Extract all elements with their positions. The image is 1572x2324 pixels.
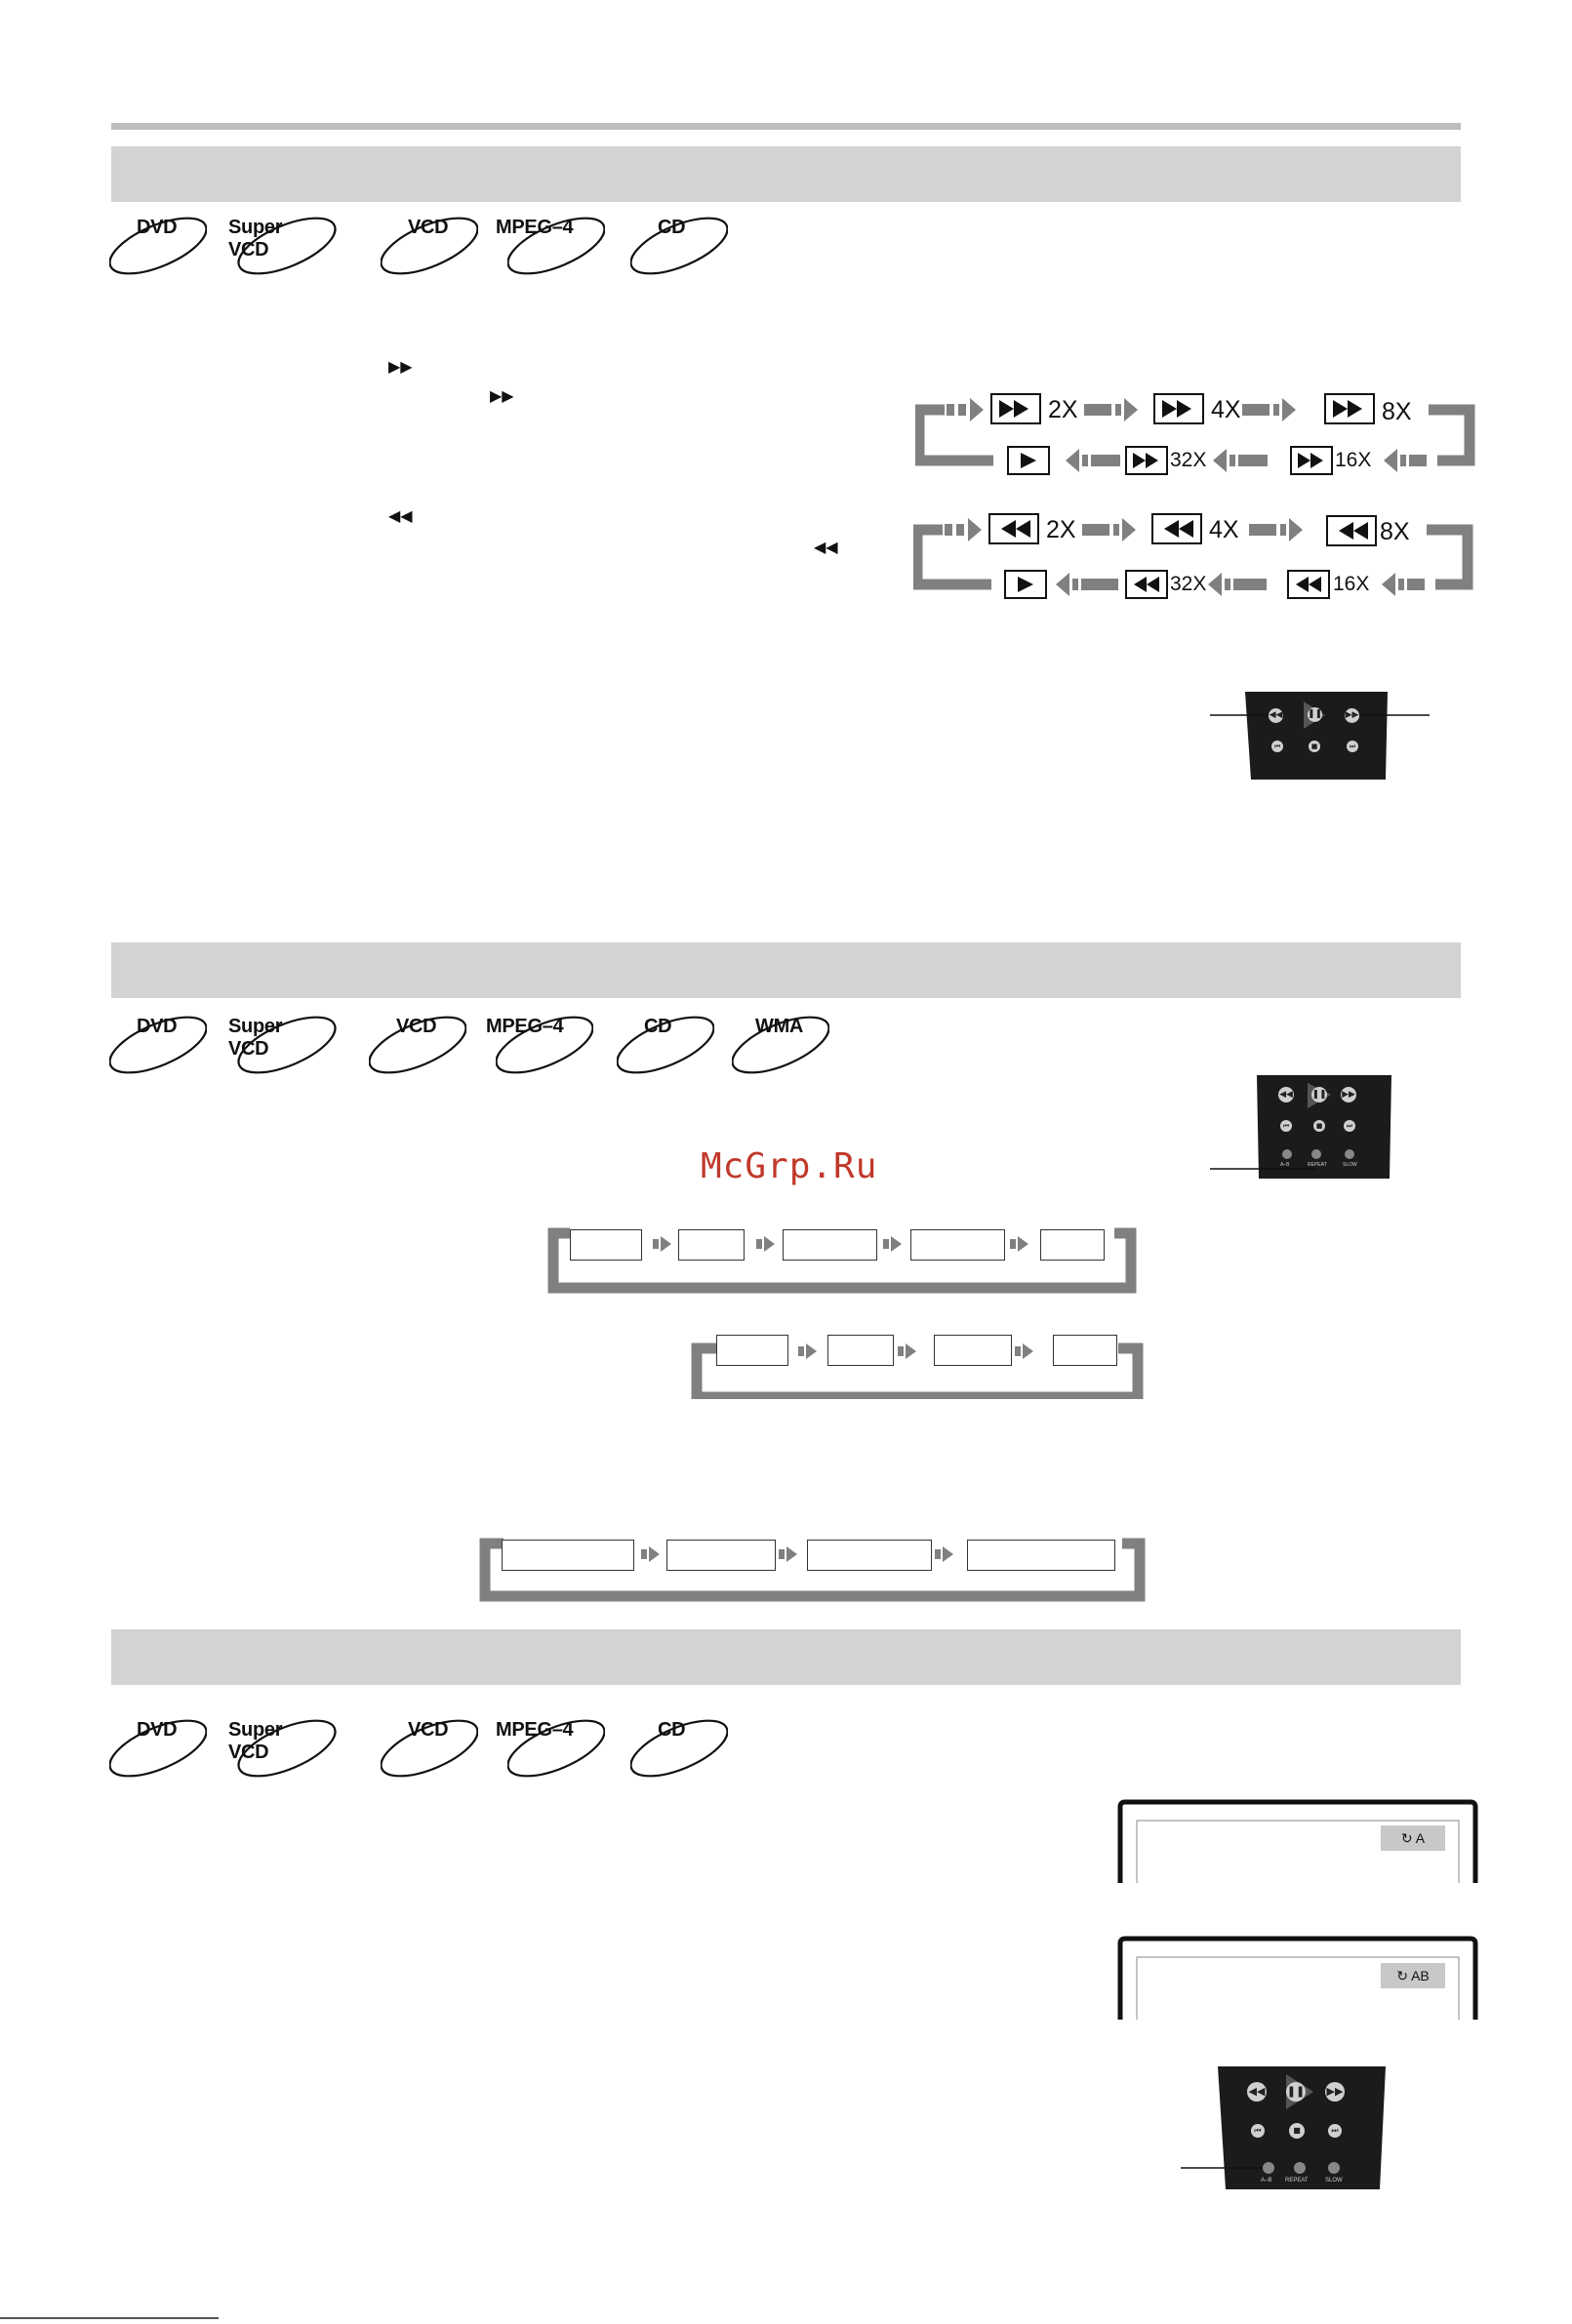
sequence-box	[827, 1335, 894, 1366]
osd-ab-indicator: ↻ AB	[1381, 1963, 1445, 1988]
sequence-box	[666, 1540, 776, 1571]
badge-super-vcd: Super VCD	[228, 1719, 326, 1787]
badge-dvd: DVD	[109, 1016, 207, 1084]
fast-forward-icon: ▶▶	[388, 357, 413, 376]
repeat-label: REPEAT	[1308, 1162, 1327, 1168]
badge-mpeg4: MPEG–4	[507, 1719, 605, 1787]
ab-label: A–B	[1261, 2178, 1272, 2184]
sequence-box	[967, 1540, 1115, 1571]
speed-8x: 8X	[1382, 398, 1412, 425]
repeat-sequence-1	[546, 1220, 1144, 1296]
play-pause-button[interactable]: ❚❚	[1286, 2082, 1306, 2102]
top-rule	[111, 123, 1461, 130]
rewind-button[interactable]: ◀◀	[1269, 708, 1283, 723]
stop-button[interactable]: ■	[1289, 2123, 1305, 2139]
fast-forward-icon: ▶▶	[490, 386, 514, 405]
remote-repeat-illustration	[1210, 1073, 1434, 1190]
prev-button[interactable]: ⏮	[1251, 2124, 1265, 2138]
repeat-icon: ↻	[1400, 1830, 1413, 1846]
speed-16x: 16X	[1333, 573, 1370, 595]
slow-button[interactable]	[1328, 2162, 1340, 2174]
speed-8x: 8X	[1380, 518, 1410, 545]
rewind-button[interactable]: ◀◀	[1278, 1087, 1294, 1102]
speed-2x: 2X	[1048, 396, 1078, 423]
badge-wma: WMA	[732, 1016, 829, 1084]
remote-ab-illustration	[1181, 2064, 1395, 2191]
ab-label: A–B	[1280, 1162, 1290, 1168]
rewind-button[interactable]: ◀◀	[1247, 2082, 1267, 2102]
tv-screen-a-point	[1117, 1799, 1478, 1883]
sequence-box	[934, 1335, 1012, 1366]
badge-super-vcd: Super VCD	[228, 217, 326, 285]
footer-rule	[0, 2317, 219, 2319]
forward-scan-diagram	[915, 390, 1476, 488]
section-header-repeat	[111, 942, 1461, 998]
badge-vcd: VCD	[369, 1016, 466, 1084]
forward-button[interactable]: ▶▶	[1341, 1087, 1356, 1102]
badge-cd: CD	[617, 1016, 714, 1084]
sequence-box	[570, 1229, 642, 1261]
repeat-button[interactable]	[1311, 1149, 1321, 1159]
sequence-box	[1040, 1229, 1105, 1261]
ab-button[interactable]	[1282, 1149, 1292, 1159]
repeat-sequence-3	[476, 1530, 1149, 1604]
repeat-icon: ↻	[1396, 1968, 1408, 1983]
fast-reverse-icon: ◀◀	[388, 506, 413, 525]
sequence-box	[1053, 1335, 1117, 1366]
speed-32x: 32X	[1170, 573, 1207, 595]
sequence-box	[910, 1229, 1005, 1261]
reverse-scan-diagram	[913, 510, 1474, 608]
badge-cd: CD	[630, 217, 728, 285]
sequence-box	[807, 1540, 932, 1571]
sequence-box	[783, 1229, 877, 1261]
repeat-sequence-2	[689, 1321, 1148, 1399]
osd-a-indicator: ↻ A	[1381, 1825, 1445, 1851]
repeat-button[interactable]	[1294, 2162, 1306, 2174]
badge-vcd: VCD	[381, 1719, 478, 1787]
stop-button[interactable]: ■	[1309, 741, 1320, 752]
tv-screen-ab-point	[1117, 1936, 1478, 2020]
speed-4x: 4X	[1211, 396, 1241, 423]
sequence-box	[716, 1335, 788, 1366]
watermark: McGrp.Ru	[701, 1146, 878, 1186]
sequence-box	[678, 1229, 745, 1261]
badge-cd: CD	[630, 1719, 728, 1787]
play-pause-button[interactable]: ❚❚	[1308, 707, 1322, 722]
speed-32x: 32X	[1170, 449, 1207, 471]
slow-button[interactable]	[1345, 1149, 1354, 1159]
section-header-ab-repeat	[111, 1629, 1461, 1685]
stop-button[interactable]: ■	[1313, 1120, 1325, 1132]
prev-button[interactable]: ⏮	[1280, 1120, 1292, 1132]
section-header-scan	[111, 146, 1461, 202]
next-button[interactable]: ⏭	[1347, 741, 1358, 752]
badge-dvd: DVD	[109, 217, 207, 285]
ab-button[interactable]	[1263, 2162, 1274, 2174]
forward-button[interactable]: ▶▶	[1325, 2082, 1345, 2102]
speed-4x: 4X	[1209, 516, 1239, 543]
next-button[interactable]: ⏭	[1328, 2124, 1342, 2138]
fast-reverse-icon: ◀◀	[814, 538, 838, 556]
speed-16x: 16X	[1335, 449, 1372, 471]
play-pause-button[interactable]: ❚❚	[1311, 1087, 1327, 1102]
sequence-box	[502, 1540, 634, 1571]
badge-mpeg4: MPEG–4	[496, 1016, 593, 1084]
next-button[interactable]: ⏭	[1344, 1120, 1355, 1132]
repeat-label: REPEAT	[1285, 2178, 1309, 2184]
badge-dvd: DVD	[109, 1719, 207, 1787]
badge-mpeg4: MPEG–4	[507, 217, 605, 285]
remote-scan-illustration	[1210, 688, 1434, 785]
slow-label: SLOW	[1325, 2178, 1343, 2184]
badge-super-vcd: Super VCD	[228, 1016, 326, 1084]
slow-label: SLOW	[1343, 1162, 1357, 1168]
speed-2x: 2X	[1046, 516, 1076, 543]
forward-button[interactable]: ▶▶	[1345, 708, 1359, 723]
badge-vcd: VCD	[381, 217, 478, 285]
prev-button[interactable]: ⏮	[1271, 741, 1283, 752]
